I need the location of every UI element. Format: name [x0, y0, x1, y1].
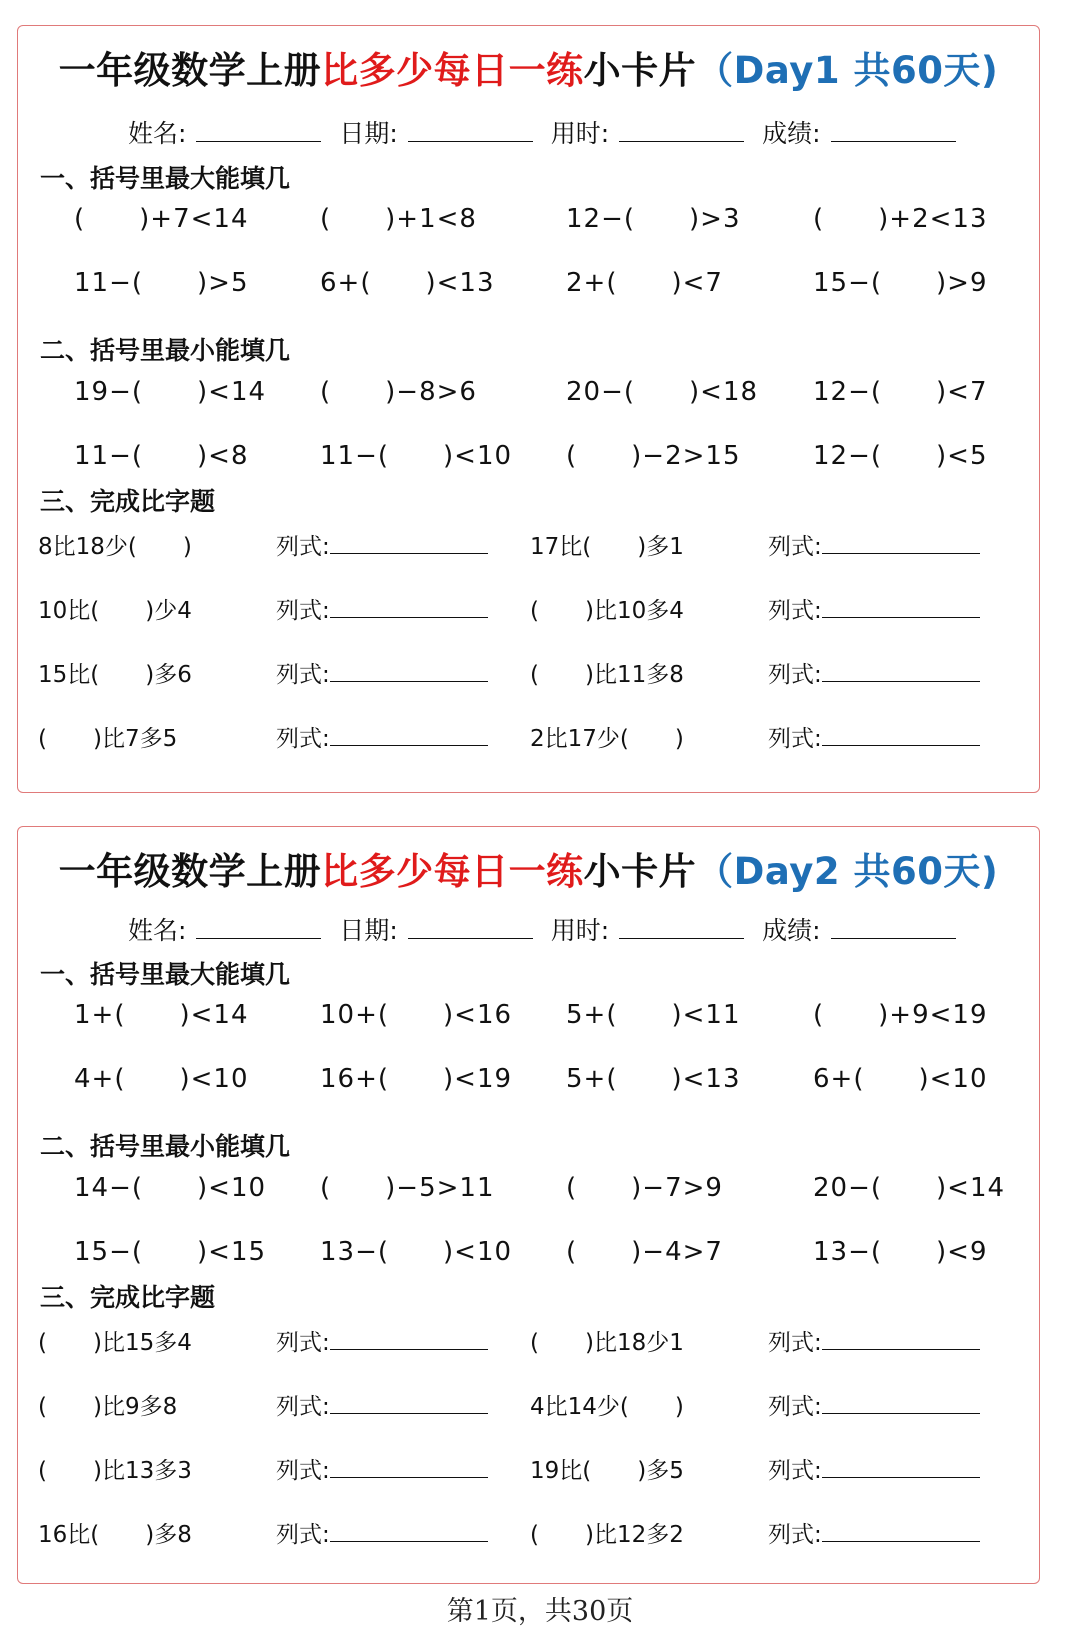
time-label: 用时:: [550, 916, 610, 945]
problem[interactable]: 2+( )<7: [566, 268, 723, 298]
score-label: 成绩:: [762, 916, 821, 945]
equation-field[interactable]: 列式:: [276, 1516, 488, 1549]
compare-problem[interactable]: ( )比11多8: [530, 662, 684, 688]
problem[interactable]: 15−( )>9: [813, 268, 988, 298]
score-label: 成绩:: [762, 119, 821, 148]
equation-field[interactable]: 列式:: [768, 1452, 980, 1485]
problem[interactable]: ( )−5>11: [320, 1173, 495, 1203]
date-label: 日期:: [339, 916, 398, 945]
title-part-topic: 比多少每日一练: [321, 850, 584, 893]
section-heading-max: 一、括号里最大能填几: [40, 960, 291, 989]
equation-field[interactable]: 列式:: [768, 528, 980, 561]
equation-field[interactable]: 列式:: [768, 656, 980, 689]
compare-problem[interactable]: ( )比12多2: [530, 1522, 684, 1548]
problem[interactable]: 12−( )>3: [566, 204, 741, 234]
name-label: 姓名:: [128, 119, 187, 148]
compare-problem[interactable]: 10比( )少4: [38, 598, 192, 624]
problem[interactable]: 19−( )<14: [74, 377, 267, 407]
title-part-topic: 比多少每日一练: [321, 49, 584, 92]
problem[interactable]: 15−( )<15: [74, 1237, 267, 1267]
section-heading-min: 二、括号里最小能填几: [40, 1132, 291, 1161]
equation-field[interactable]: 列式:: [768, 1516, 980, 1549]
compare-problem[interactable]: 19比( )多5: [530, 1458, 684, 1484]
time-field[interactable]: [619, 918, 744, 939]
equation-field[interactable]: 列式:: [276, 528, 488, 561]
equation-field[interactable]: 列式:: [768, 592, 980, 625]
equation-field[interactable]: 列式:: [768, 1388, 980, 1421]
compare-problem[interactable]: 2比17少( ): [530, 726, 684, 752]
problem[interactable]: 5+( )<13: [566, 1064, 741, 1094]
problem[interactable]: 4+( )<10: [74, 1064, 249, 1094]
problem[interactable]: 12−( )<7: [813, 377, 988, 407]
problem[interactable]: 6+( )<13: [320, 268, 495, 298]
title-part-grade: 一年级数学上册: [58, 850, 322, 893]
date-field[interactable]: [408, 918, 533, 939]
compare-problem[interactable]: ( )比7多5: [38, 726, 178, 752]
student-info-row: [128, 911, 966, 947]
section-heading-min: 二、括号里最小能填几: [40, 336, 291, 365]
problem[interactable]: 5+( )<11: [566, 1000, 741, 1030]
problem[interactable]: 13−( )<10: [320, 1237, 513, 1267]
compare-problem[interactable]: 8比18少( ): [38, 534, 192, 560]
name-field[interactable]: [196, 918, 321, 939]
date-label: 日期:: [339, 119, 398, 148]
card-title: [18, 841, 1039, 895]
title-part-card: 小卡片: [583, 49, 697, 92]
problem[interactable]: 11−( )>5: [74, 268, 249, 298]
score-field[interactable]: [831, 918, 956, 939]
equation-field[interactable]: 列式:: [768, 1324, 980, 1357]
problem[interactable]: ( )+7<14: [74, 204, 249, 234]
section-heading-compare: 三、完成比字题: [40, 487, 216, 516]
compare-problem[interactable]: 15比( )多6: [38, 662, 192, 688]
time-label: 用时:: [550, 119, 610, 148]
problem[interactable]: 13−( )<9: [813, 1237, 988, 1267]
problem[interactable]: 1+( )<14: [74, 1000, 249, 1030]
time-field[interactable]: [619, 121, 744, 142]
name-label: 姓名:: [128, 916, 187, 945]
equation-field[interactable]: 列式:: [276, 1388, 488, 1421]
section-heading-max: 一、括号里最大能填几: [40, 164, 291, 193]
problem[interactable]: ( )+1<8: [320, 204, 477, 234]
compare-problem[interactable]: ( )比13多3: [38, 1458, 192, 1484]
problem[interactable]: ( )+9<19: [813, 1000, 988, 1030]
score-field[interactable]: [831, 121, 956, 142]
problem[interactable]: 14−( )<10: [74, 1173, 267, 1203]
problem[interactable]: 11−( )<8: [74, 441, 249, 471]
problem[interactable]: 16+( )<19: [320, 1064, 513, 1094]
problem[interactable]: ( )−2>15: [566, 441, 741, 471]
compare-problem[interactable]: ( )比9多8: [38, 1394, 178, 1420]
compare-problem[interactable]: 16比( )多8: [38, 1522, 192, 1548]
problem[interactable]: 10+( )<16: [320, 1000, 513, 1030]
worksheet-card-day1: [17, 25, 1040, 793]
problem[interactable]: ( )+2<13: [813, 204, 988, 234]
problem[interactable]: 20−( )<14: [813, 1173, 1006, 1203]
student-info-row: [128, 114, 966, 150]
compare-problem[interactable]: 4比14少( ): [530, 1394, 684, 1420]
equation-field[interactable]: 列式:: [276, 1452, 488, 1485]
equation-field[interactable]: 列式:: [276, 656, 488, 689]
compare-problem[interactable]: ( )比15多4: [38, 1330, 192, 1356]
equation-field[interactable]: 列式:: [768, 720, 980, 753]
compare-problem[interactable]: 17比( )多1: [530, 534, 684, 560]
problem[interactable]: ( )−7>9: [566, 1173, 723, 1203]
worksheet-card-day2: [17, 826, 1040, 1584]
date-field[interactable]: [408, 121, 533, 142]
problem[interactable]: ( )−8>6: [320, 377, 477, 407]
problem[interactable]: 12−( )<5: [813, 441, 988, 471]
equation-field[interactable]: 列式:: [276, 720, 488, 753]
title-part-day: （Day1 共60天): [696, 49, 999, 92]
title-part-day: （Day2 共60天): [696, 850, 999, 893]
card-title: [18, 40, 1039, 94]
name-field[interactable]: [196, 121, 321, 142]
compare-problem[interactable]: ( )比10多4: [530, 598, 684, 624]
title-part-card: 小卡片: [583, 850, 697, 893]
title-part-grade: 一年级数学上册: [58, 49, 322, 92]
page-footer: 第1页，共30页: [446, 1596, 634, 1627]
compare-problem[interactable]: ( )比18少1: [530, 1330, 684, 1356]
problem[interactable]: 11−( )<10: [320, 441, 513, 471]
problem[interactable]: ( )−4>7: [566, 1237, 723, 1267]
equation-field[interactable]: 列式:: [276, 592, 488, 625]
problem[interactable]: 6+( )<10: [813, 1064, 988, 1094]
equation-field[interactable]: 列式:: [276, 1324, 488, 1357]
section-heading-compare: 三、完成比字题: [40, 1283, 216, 1312]
problem[interactable]: 20−( )<18: [566, 377, 759, 407]
